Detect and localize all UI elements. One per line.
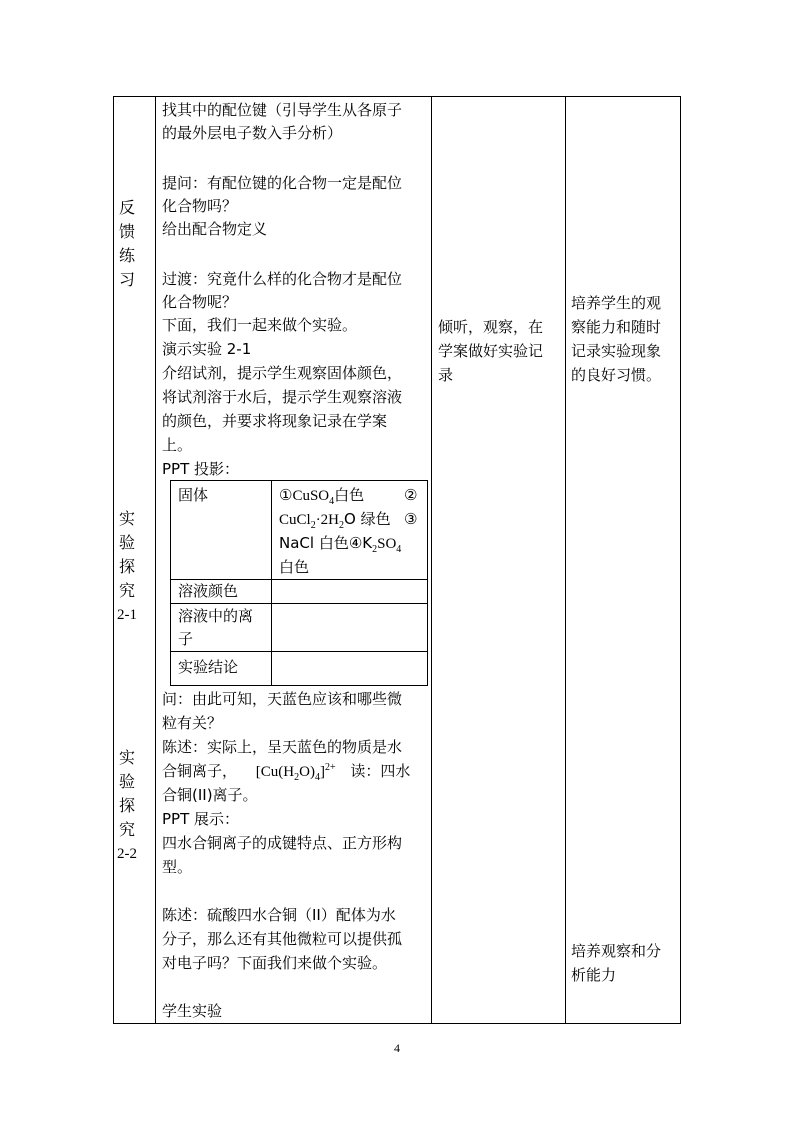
row-label-solution-color: 溶液颜色: [178, 582, 239, 600]
formula-subscript: 2: [372, 544, 378, 555]
solid-line-2: [279, 508, 391, 532]
text-line: 培养学生的观: [571, 294, 662, 312]
table-border-top: [113, 96, 681, 97]
section-label-char: 实: [118, 509, 135, 528]
text-fragment: ·2H: [315, 512, 340, 528]
solid-line-1: [279, 484, 364, 508]
text-line: 合铜(II)离子。: [162, 786, 258, 804]
formula-subscript: 4: [396, 544, 402, 555]
formula-subscript: 2: [339, 520, 345, 531]
text-fragment: NaCl 白色④K: [279, 534, 373, 552]
page-number: 4: [394, 1041, 400, 1055]
text-line: 的颜色，并要求将现象记录在学案: [162, 412, 388, 430]
row-label-solution-ions: 溶液中的离: [178, 607, 254, 625]
text-line: 倾听，观察，在: [438, 318, 544, 336]
section-label-char: 练: [118, 246, 135, 265]
text-line: 介绍试剂，提示学生观察固体颜色，: [162, 364, 403, 382]
text-fragment: 白色: [334, 486, 365, 504]
text-line: 陈述：实际上，呈天蓝色的物质是水: [162, 738, 403, 756]
solid-marker-2: ②: [404, 486, 418, 504]
text-line: 粒有关？: [162, 714, 223, 732]
text-line: 培养观察和分: [571, 942, 662, 960]
table-border-right: [680, 96, 681, 1024]
text-line: 的良好习惯。: [571, 366, 662, 384]
text-fragment: O 绿色: [344, 510, 391, 528]
section-label-char: 验: [118, 772, 135, 791]
formula-tetraaquacopper: [255, 762, 336, 783]
text-line: 化合物呢？: [162, 293, 238, 311]
table-column-divider-3: [565, 96, 566, 1024]
text-line: 将试剂溶于水后，提示学生观察溶液: [162, 388, 403, 406]
section-label-char: 究: [118, 581, 135, 600]
section-label-char: 探: [118, 796, 135, 815]
table-column-divider-2: [431, 96, 432, 1024]
row-label-solution-ions: 子: [178, 630, 194, 648]
formula-subscript: 2: [294, 772, 300, 783]
text-line: 问：由此可知，天蓝色应该和哪些微: [162, 690, 403, 708]
text-line: 分子，那么还有其他微粒可以提供孤: [162, 930, 403, 948]
section-label-char: 习: [118, 270, 135, 289]
inner-table-border: [170, 603, 428, 604]
formula-part: [Cu(H: [255, 764, 295, 780]
text-line: PPT 投影：: [162, 460, 240, 478]
text-line: 过渡：究竟什么样的化合物才是配位: [162, 270, 403, 288]
section-label-char: 馈: [118, 222, 135, 241]
section-label-char: 反: [118, 198, 135, 217]
section-label-char: 究: [118, 820, 135, 839]
section-label-char: 实: [118, 748, 135, 767]
text-line: 对电子吗？下面我们来做个实验。: [162, 954, 388, 972]
formula-subscript: 4: [314, 772, 320, 783]
solid-line-3: [279, 532, 401, 556]
section-label-char: 探: [118, 557, 135, 576]
formula-subscript: 4: [329, 496, 335, 507]
formula-superscript: 2+: [324, 762, 336, 773]
row-label-conclusion: 实验结论: [178, 658, 239, 676]
row-label-solid: 固体: [178, 486, 209, 504]
text-fragment: 读：四水: [350, 762, 411, 780]
text-line: 陈述：硫酸四水合铜（II）配体为水: [162, 906, 396, 924]
inner-table-border: [170, 685, 428, 686]
text-line: PPT 展示：: [162, 810, 240, 828]
formula-part: O): [299, 764, 315, 780]
inner-table-border: [170, 651, 428, 652]
text-line: 化合物吗？: [162, 197, 238, 215]
text-line: 型。: [162, 858, 193, 876]
text-line-formula: [162, 760, 410, 784]
text-line: 学案做好实验记: [438, 342, 544, 360]
solid-marker-3: ③: [404, 510, 418, 528]
text-line: 察能力和随时: [571, 318, 662, 336]
inner-table-border: [427, 480, 428, 686]
table-border-left: [113, 96, 114, 1024]
table-column-divider-1: [155, 96, 156, 1024]
text-line: 上。: [162, 436, 193, 454]
text-line: 给出配合物定义: [162, 220, 268, 238]
text-line: 录: [438, 366, 454, 384]
section-label-char: 验: [118, 533, 135, 552]
text-line: 下面，我们一起来做个实验。: [162, 316, 358, 334]
formula-part: ]: [319, 764, 325, 780]
table-border-bottom: [113, 1023, 681, 1024]
section-label-char: 2-1: [117, 607, 137, 623]
text-line: 的最外层电子数入手分析）: [162, 124, 343, 142]
text-line: 学生实验: [162, 1002, 223, 1020]
solid-line-4: 白色: [279, 558, 310, 576]
text-fragment: SO: [377, 536, 397, 552]
text-fragment: ①CuSO: [279, 488, 330, 504]
inner-table-border: [170, 480, 428, 481]
section-label-char: 2-2: [117, 846, 137, 862]
text-line: 记录实验现象: [571, 342, 662, 360]
text-fragment: CuCl: [279, 512, 311, 528]
text-line: 提问：有配位键的化合物一定是配位: [162, 174, 403, 192]
inner-table-border: [271, 480, 272, 686]
formula-subscript: 2: [310, 520, 316, 531]
text-line: 找其中的配位键（引导学生从各原子: [162, 101, 403, 119]
text-fragment: 合铜离子，: [162, 762, 238, 780]
text-line: 演示实验 2-1: [162, 340, 252, 358]
inner-table-border: [170, 480, 171, 686]
text-line: 析能力: [571, 966, 617, 984]
text-line: 四水合铜离子的成键特点、正方形构: [162, 834, 403, 852]
